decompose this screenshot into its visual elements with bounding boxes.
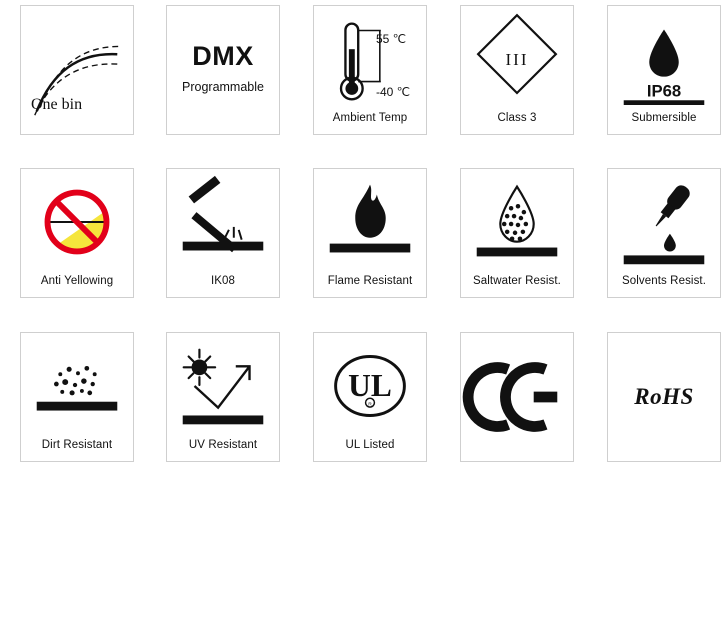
badge-dirt-resistant[interactable] bbox=[20, 332, 134, 462]
badge-caption: Saltwater Resist. bbox=[473, 275, 561, 287]
dirt-particles-icon bbox=[21, 333, 133, 439]
ce-mark-icon bbox=[461, 333, 573, 461]
badge-flame-resistant[interactable] bbox=[313, 168, 427, 298]
badge-ul-listed[interactable] bbox=[313, 332, 427, 462]
badge-caption: UV Resistant bbox=[188, 439, 258, 451]
badge-rohs[interactable] bbox=[607, 332, 721, 462]
dmx-text-icon bbox=[167, 6, 279, 134]
badge-caption: Anti Yellowing bbox=[40, 275, 114, 287]
thermometer-icon bbox=[314, 6, 426, 112]
badge-ambient-temp[interactable] bbox=[313, 5, 427, 135]
badge-caption: Submersible bbox=[631, 112, 697, 124]
badge-anti-yellowing[interactable] bbox=[20, 168, 134, 298]
badge-caption: Flame Resistant bbox=[327, 275, 413, 287]
badge-caption: Class 3 bbox=[497, 112, 537, 124]
curve-chart-icon bbox=[21, 6, 133, 134]
badge-title: DMX bbox=[192, 40, 254, 71]
badge-class-3[interactable] bbox=[460, 5, 574, 135]
badge-dmx-programmable[interactable] bbox=[166, 5, 280, 135]
badge-title: RoHS bbox=[634, 384, 694, 409]
badge-caption: UL Listed bbox=[345, 439, 395, 451]
svg-text:IP68: IP68 bbox=[646, 81, 682, 101]
badge-solvents-resistant[interactable] bbox=[607, 168, 721, 298]
svg-text:R: R bbox=[368, 402, 372, 408]
saltwater-drop-icon bbox=[461, 169, 573, 275]
pipette-drop-icon bbox=[608, 169, 720, 275]
badge-uv-resistant[interactable] bbox=[166, 332, 280, 462]
svg-text:UL: UL bbox=[348, 367, 392, 403]
badge-caption: Solvents Resist. bbox=[621, 275, 707, 287]
diamond-class-icon bbox=[461, 6, 573, 112]
badge-saltwater-resistant[interactable] bbox=[460, 168, 574, 298]
temp-low-label: -40 ℃ bbox=[376, 85, 411, 99]
badge-caption: IK08 bbox=[210, 275, 236, 287]
badge-one-bin[interactable] bbox=[20, 5, 134, 135]
class-symbol: III bbox=[505, 50, 529, 69]
no-yellowing-icon bbox=[21, 169, 133, 275]
badge-caption: Dirt Resistant bbox=[41, 439, 113, 451]
badge-caption: Programmable bbox=[182, 79, 264, 94]
rohs-text-icon bbox=[608, 333, 720, 461]
badge-caption: Ambient Temp bbox=[332, 112, 408, 124]
badge-caption: One bin bbox=[31, 96, 83, 113]
sun-arrow-icon bbox=[167, 333, 279, 439]
flame-icon bbox=[314, 169, 426, 275]
temp-high-label: 55 ℃ bbox=[376, 32, 407, 46]
hammer-impact-icon bbox=[167, 169, 279, 275]
badge-ip68-submersible[interactable] bbox=[607, 5, 721, 135]
water-drop-icon bbox=[608, 6, 720, 112]
badge-ik08[interactable] bbox=[166, 168, 280, 298]
badge-ce-mark[interactable] bbox=[460, 332, 574, 462]
ul-mark-icon bbox=[314, 333, 426, 439]
